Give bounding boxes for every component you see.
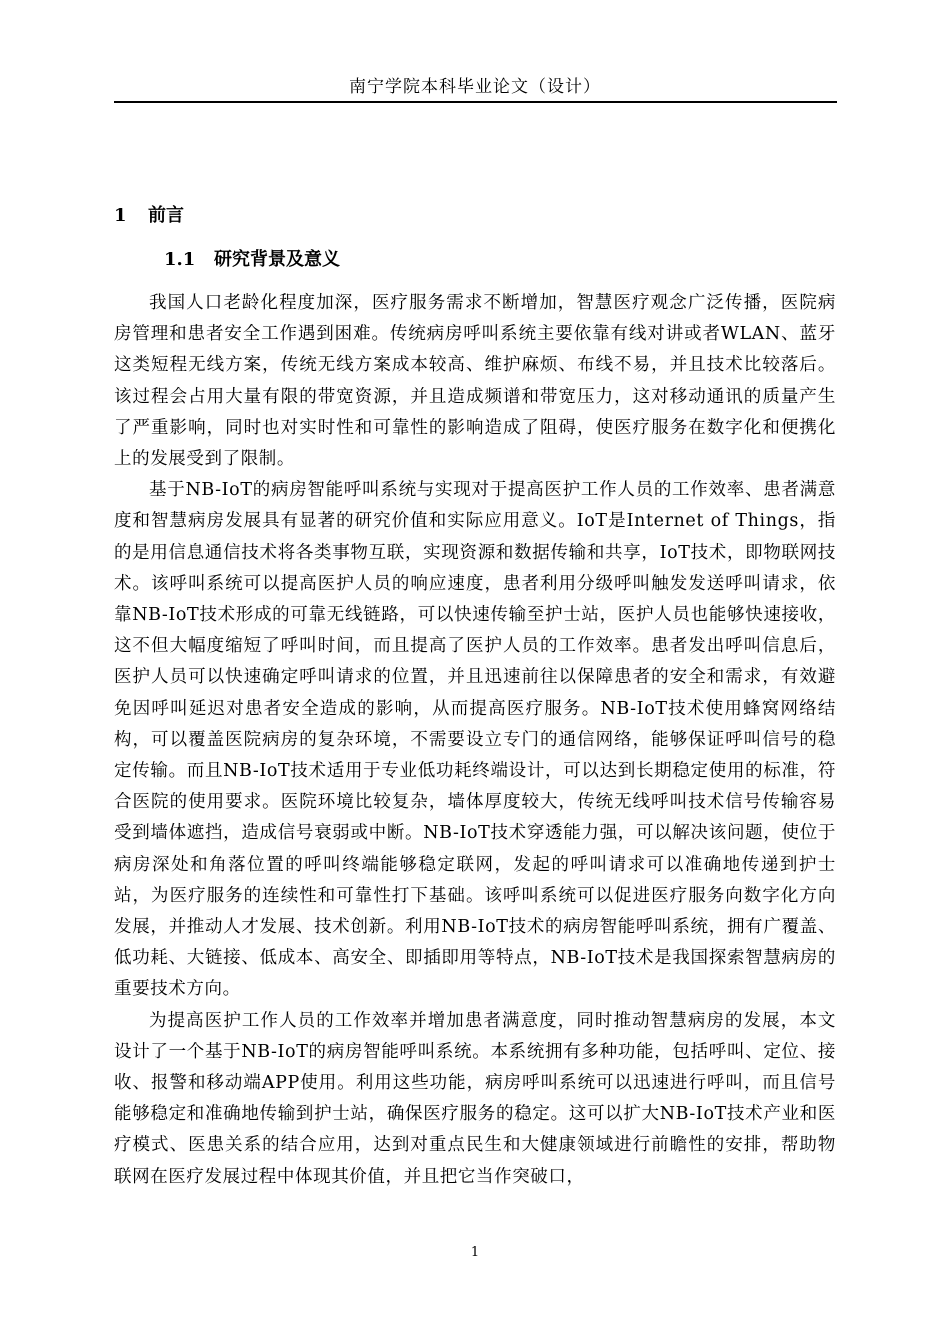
subsection-heading xyxy=(164,248,340,272)
header-divider xyxy=(114,101,837,103)
paragraph: 为提高医护工作人员的工作效率并增加患者满意度，同时推动智慧病房的发展，本文设计了一个基于NB-IoT的病房智能呼叫系统。本系统拥有多种功能，包括呼叫、定位、接收、报警和移动端APP使用。利用这些功能，病房呼叫系统可以迅速进行呼叫，而且信号能够稳定和准确地传输到护士站，确保医疗服务的稳定。这可以扩大NB-IoT技术产业和医疗模式、医患关系的结合应用，达到对重点民生和大健康领域进行前瞻性的安排，帮助物联网在医疗发展过程中体现其价值，并且把它当作突破口， xyxy=(114,1010,836,1187)
body-text xyxy=(114,288,836,1193)
section-number: 1 xyxy=(114,205,127,226)
subsection-title: 研究背景及意义 xyxy=(214,249,340,270)
subsection-number: 1.1 xyxy=(164,249,196,270)
section-heading xyxy=(114,204,184,228)
section-title: 前言 xyxy=(148,205,184,226)
page-number: 1 xyxy=(470,1245,480,1260)
paragraph: 基于NB-IoT的病房智能呼叫系统与实现对于提高医护工作人员的工作效率、患者满意度和智慧病房发展具有显著的研究价值和实际应用意义。IoT是Internet of Things，指的是用信息通信技术将各类事物互联，实现资源和数据传输和共享，IoT技术，即物联网技术。该呼叫系统可以提高医护人员的响应速度，患者利用分级呼叫触发发送呼叫请求，依靠NB-IoT技术形成的可靠无线链路，可以快速传输至护士站，医护人员也能够快速接收，这不但大幅度缩短了呼叫时间，而且提高了医护人员的工作效率。患者发出呼叫信息后，医护人员可以快速确定呼叫请求的位置，并且迅速前往以保障患者的安全和需求，有效避免因呼叫延迟对患者安全造成的影响，从而提高医疗服务。NB-IoT技术使用蜂窝网络结构，可以覆盖医院病房的复杂环境，不需要设立专门的通信网络，能够保证呼叫信号的稳定传输。而且NB-IoT技术适用于专业低功耗终端设计，可以达到长期稳定使用的标准，符合医院的使用要求。医院环境比较复杂，墙体厚度较大，传统无线呼叫技术信号传输容易受到墙体遮挡，造成信号衰弱或中断。NB-IoT技术穿透能力强，可以解决该问题，使位于病房深处和角落位置的呼叫终端能够稳定联网，发起的呼叫请求可以准确地传递到护士站，为医疗服务的连续性和可靠性打下基础。该呼叫系统可以促进医疗服务向数字化方向发展，并推动人才发展、技术创新。利用NB-IoT技术的病房智能呼叫系统，拥有广覆盖、低功耗、大链接、低成本、高安全、即插即用等特点，NB-IoT技术是我国探索智慧病房的重要技术方向。 xyxy=(114,480,836,1000)
page-header-title: 南宁学院本科毕业论文（设计） xyxy=(349,77,601,97)
paragraph: 我国人口老龄化程度加深，医疗服务需求不断增加，智慧医疗观念广泛传播，医院病房管理和患者安全工作遇到困难。传统病房呼叫系统主要依靠有线对讲或者WLAN、蓝牙这类短程无线方案，传统无线方案成本较高、维护麻烦、布线不易，并且技术比较落后。该过程会占用大量有限的带宽资源，并且造成频谱和带宽压力，这对移动通讯的质量产生了严重影响，同时也对实时性和可靠性的影响造成了阻碍，使医疗服务在数字化和便携化上的发展受到了限制。 xyxy=(114,293,836,470)
